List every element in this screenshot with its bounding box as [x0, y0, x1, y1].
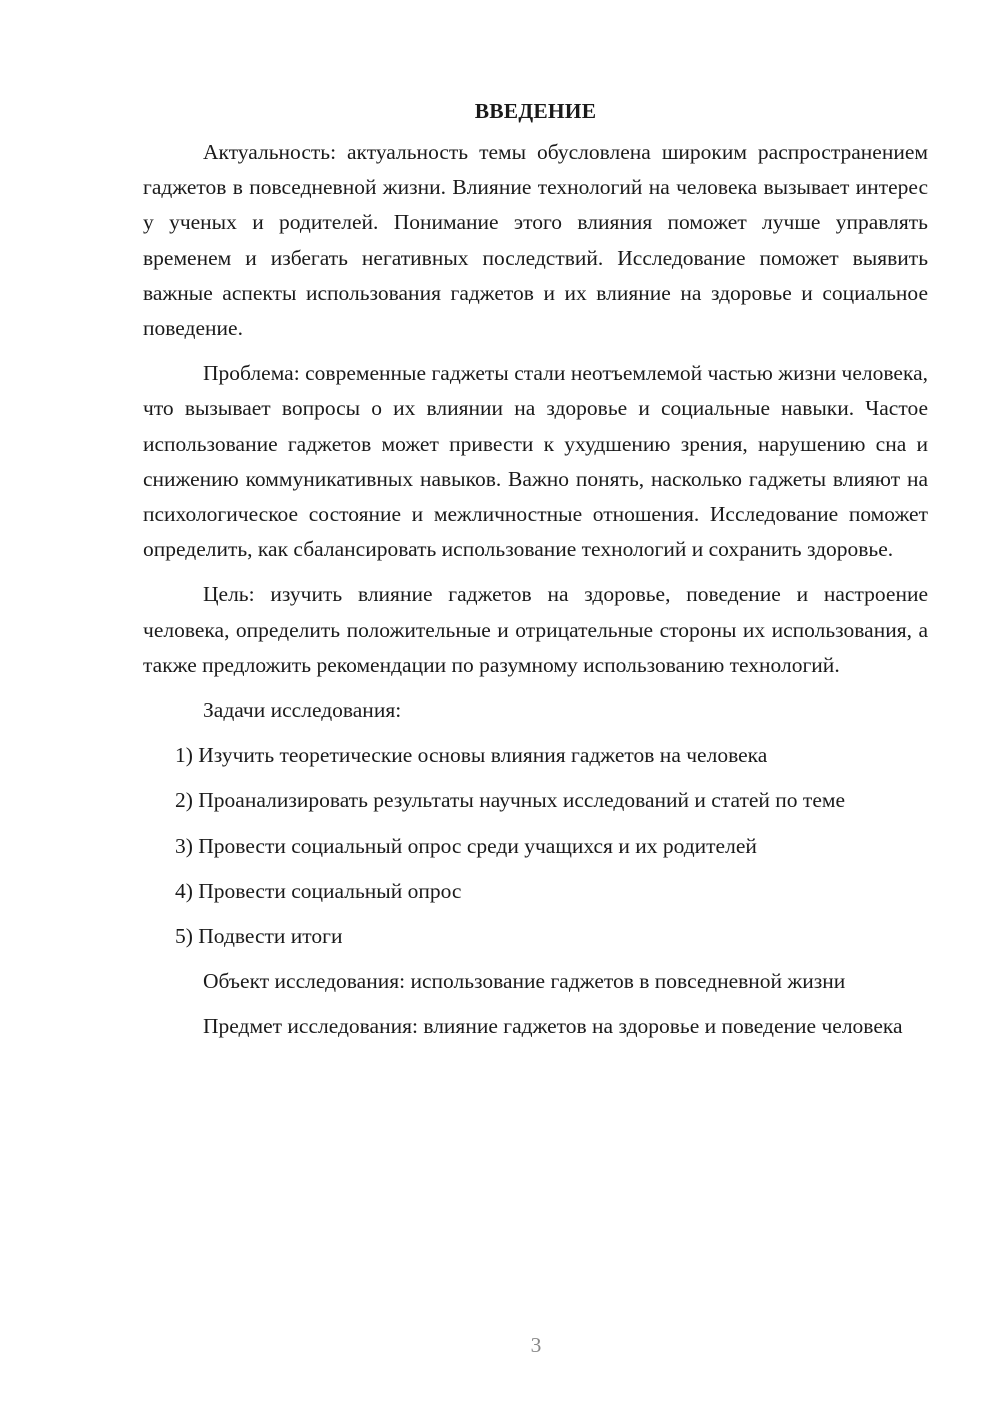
task-item-4: 4) Провести социальный опрос	[175, 878, 462, 903]
subject-paragraph: Предмет исследования: влияние гаджетов на здоровье и поведение человека	[203, 1014, 903, 1039]
relevance-paragraph: Актуальность: актуальность темы обусловлена широким распространением гаджетов в повседневной жизни. Влияние технологий на человека вызывает интерес у ученых и родителей. Понимание этого влияния поможет лучше управлять временем и избегать негативных последствий. Исследование поможет выявить важные аспекты использования гаджетов и их влияние на здоровье и социальное поведение.	[143, 140, 928, 341]
tasks-heading: Задачи исследования:	[203, 698, 402, 723]
problem-paragraph: Проблема: современные гаджеты стали неотъемлемой частью жизни человека, что вызывает вопросы о их влиянии на здоровье и социальные навыки. Частое использование гаджетов может привести к ухудшению зрения, нарушению сна и снижению коммуникативных навыков. Важно понять, насколько гаджеты влияют на психологическое состояние и межличностные отношения. Исследование поможет определить, как сбалансировать использование технологий и сохранить здоровье.	[143, 361, 928, 562]
task-item-1: 1) Изучить теоретические основы влияния гаджетов на человека	[175, 743, 768, 768]
task-item-5: 5) Подвести итоги	[175, 924, 343, 949]
object-paragraph: Объект исследования: использование гаджетов в повседневной жизни	[203, 969, 846, 994]
task-item-3: 3) Провести социальный опрос среди учащихся и их родителей	[175, 833, 757, 858]
page-content	[143, 92, 928, 1055]
task-item-2: 2) Проанализировать результаты научных исследований и статей по теме	[175, 788, 846, 813]
page-number: 3	[530, 1333, 542, 1357]
goal-paragraph: Цель: изучить влияние гаджетов на здоровье, поведение и настроение человека, определить положительные и отрицательные стороны их использования, а также предложить рекомендации по разумному использованию технологий.	[143, 582, 928, 677]
section-title: ВВЕДЕНИЕ	[474, 99, 597, 123]
